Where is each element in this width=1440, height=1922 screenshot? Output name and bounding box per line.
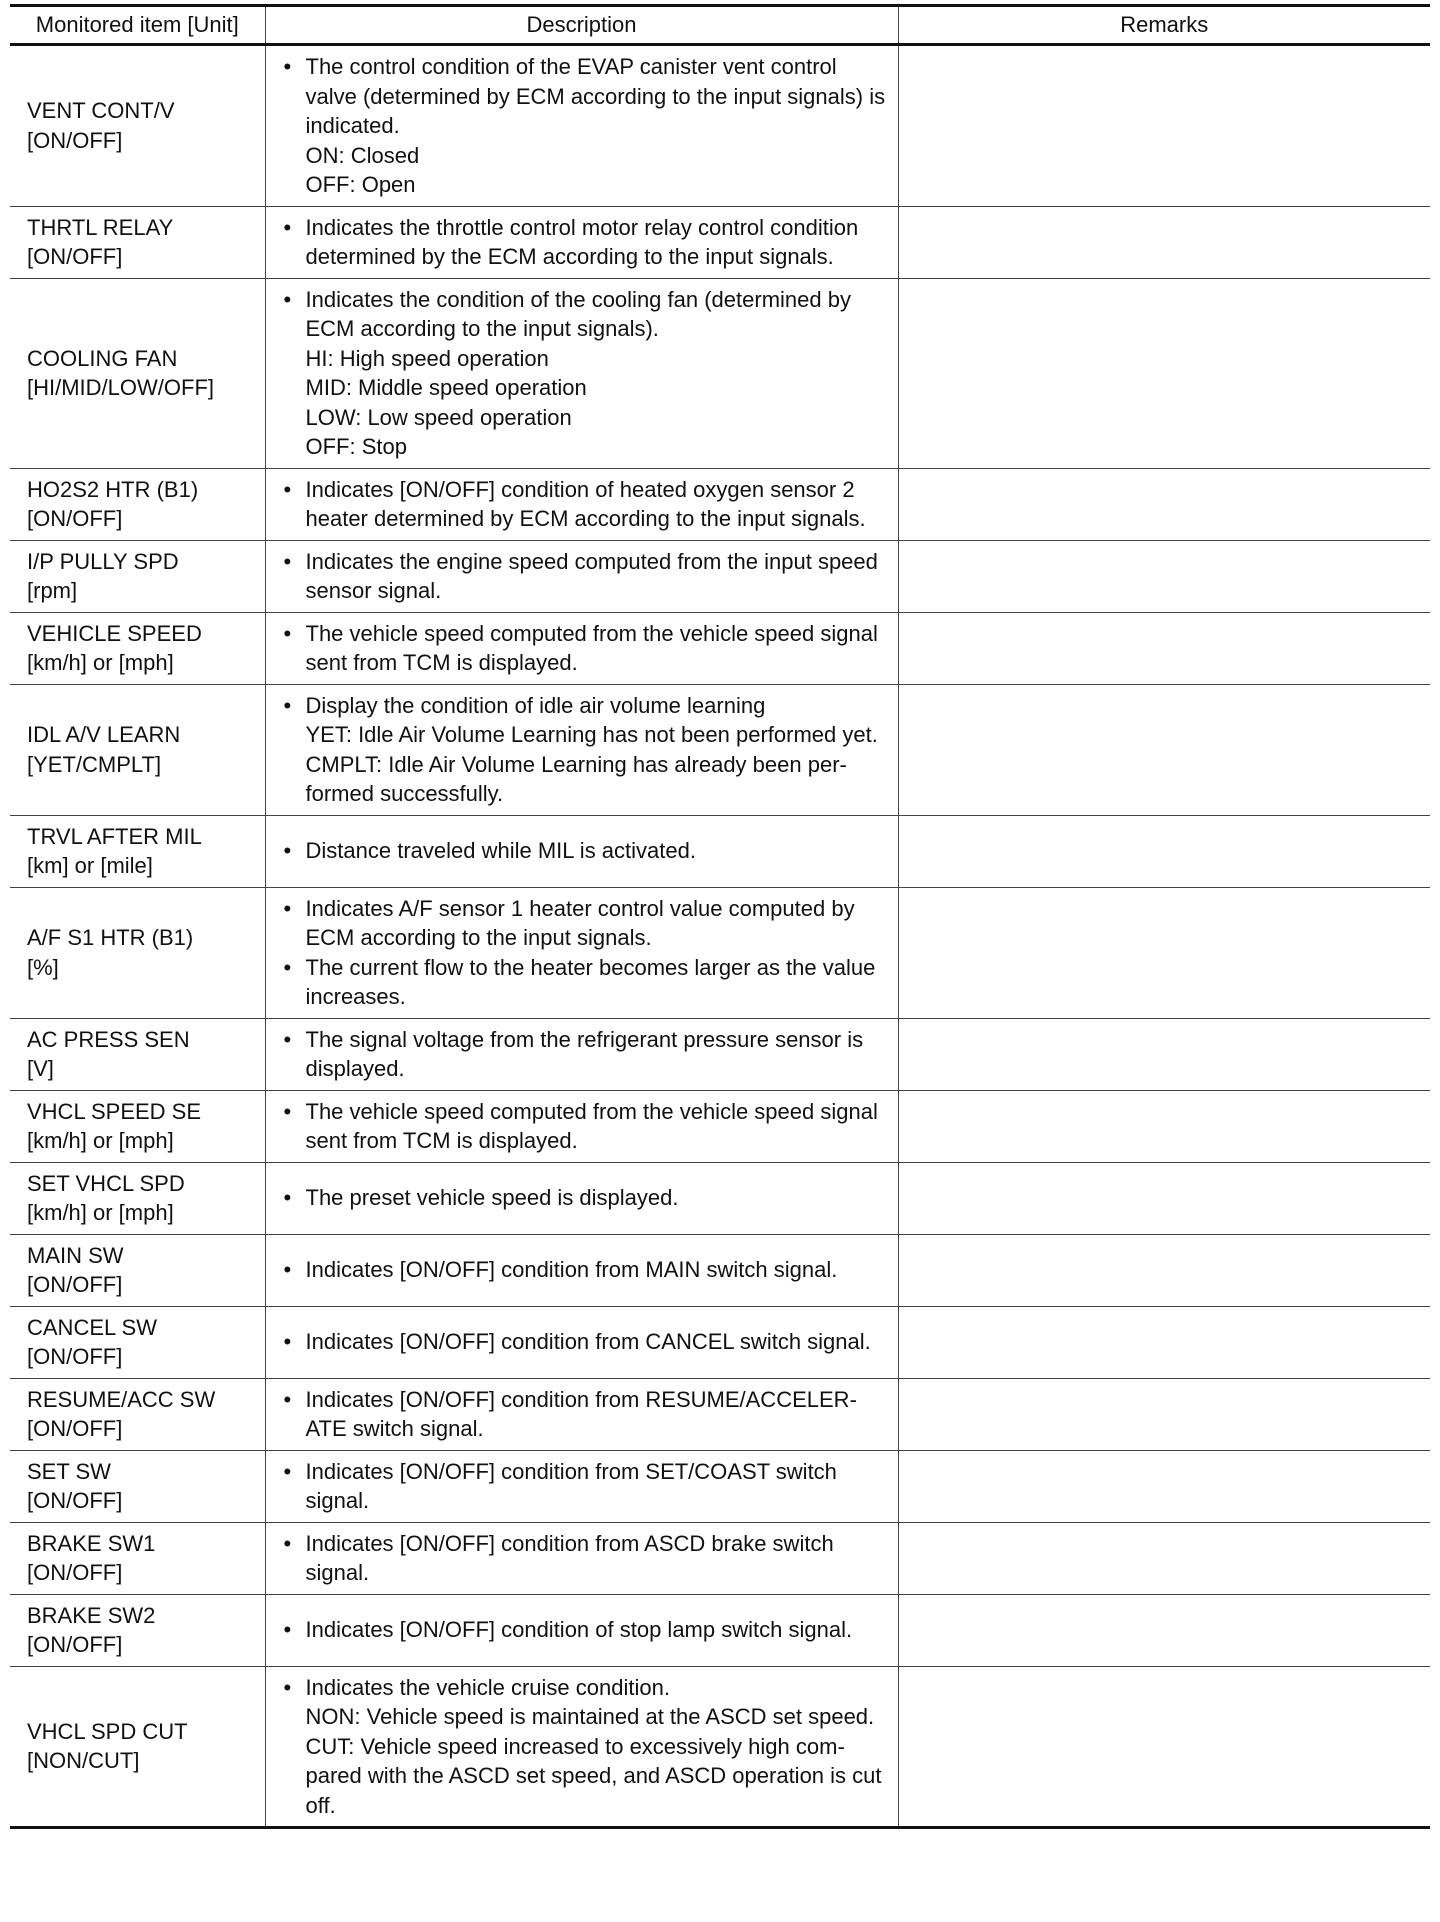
description-bullet: • Indicates A/F sensor 1 heater control value computed by ECM according to the input signals. [284, 894, 890, 953]
remarks-cell [898, 1162, 1430, 1234]
monitored-item-cell [10, 1594, 265, 1666]
monitored-item-cell [10, 1234, 265, 1306]
description-bullet: • Indicates the condition of the cooling fan (determined by ECM according to the input signals). [284, 285, 890, 344]
item-name: AC PRESS SEN [27, 1026, 190, 1052]
description-cell [265, 278, 898, 468]
remarks-cell [898, 1306, 1430, 1378]
monitored-item-cell [10, 540, 265, 612]
description-cell [265, 206, 898, 278]
monitored-items-table [10, 4, 1430, 1829]
description-cell [265, 1306, 898, 1378]
remarks-cell [898, 684, 1430, 815]
description-bullet: • The preset vehicle speed is displayed. [284, 1183, 890, 1213]
description-cell [265, 612, 898, 684]
table-row [10, 1090, 1430, 1162]
table-row [10, 684, 1430, 815]
item-unit: [V] [27, 1056, 54, 1081]
description-cell [265, 1522, 898, 1594]
description-note: OFF: Open [305, 172, 416, 197]
description-note: CMPLT: Idle Air Volume Learning has already been performed successfully. [305, 751, 847, 806]
description-cell [265, 468, 898, 540]
description-bullet: • Indicates [ON/OFF] condition from CANCEL switch signal. [284, 1327, 890, 1357]
header-monitored-item: Monitored item [Unit] [10, 6, 265, 45]
description-bullet: • The vehicle speed computed from the vehicle speed signal sent from TCM is displayed. [284, 1097, 890, 1156]
description-note: YET: Idle Air Volume Learning has not been performed yet. [305, 722, 878, 747]
monitored-item-cell [10, 1378, 265, 1450]
table-row [10, 1162, 1430, 1234]
remarks-cell [898, 1594, 1430, 1666]
remarks-cell [898, 815, 1430, 887]
description-cell [265, 1594, 898, 1666]
table-row [10, 540, 1430, 612]
description-cell [265, 1018, 898, 1090]
table-row [10, 1306, 1430, 1378]
monitored-item-cell [10, 45, 265, 207]
item-unit: [km/h] or [mph] [27, 1200, 174, 1225]
item-unit: [YET/CMPLT] [27, 751, 162, 777]
item-name: SET SW [27, 1458, 111, 1484]
remarks-cell [898, 278, 1430, 468]
description-cell [265, 1666, 898, 1828]
item-name: VHCL SPD CUT [27, 1718, 188, 1744]
item-unit: [NON/CUT] [27, 1748, 140, 1774]
description-bullet: • Indicates [ON/OFF] condition from SET/COAST switch signal. [284, 1457, 890, 1516]
description-bullet: • Indicates [ON/OFF] condition from MAIN switch signal. [284, 1255, 890, 1285]
header-remarks: Remarks [898, 6, 1430, 45]
description-cell [265, 684, 898, 815]
item-unit: [ON/OFF] [27, 127, 123, 153]
description-bullet: • Indicates the engine speed computed from the input speed sensor signal. [284, 547, 890, 606]
remarks-cell [898, 1666, 1430, 1828]
table-row [10, 887, 1430, 1018]
description-bullet: • The signal voltage from the refrigerant pressure sensor is displayed. [284, 1025, 890, 1084]
description-note: CUT: Vehicle speed increased to excessively high compared with the ASCD set speed, and ASCD operation is cut off. [305, 1733, 882, 1818]
description-bullet: • The current flow to the heater becomes larger as the value increases. [284, 953, 890, 1012]
description-note: ON: Closed [305, 142, 420, 168]
item-unit: [ON/OFF] [27, 1416, 123, 1441]
description-note: MID: Middle speed operation [305, 375, 587, 400]
table-row [10, 1018, 1430, 1090]
header-row [10, 6, 1430, 45]
table-row [10, 1594, 1430, 1666]
monitored-item-cell [10, 1306, 265, 1378]
description-bullet: • The control condition of the EVAP canister vent control valve (determined by ECM according to the input signals) is indicated. [284, 52, 890, 141]
item-name: BRAKE SW1 [27, 1530, 156, 1556]
table-row [10, 278, 1430, 468]
table-row [10, 612, 1430, 684]
remarks-cell [898, 1450, 1430, 1522]
description-cell [265, 540, 898, 612]
item-name: HO2S2 HTR (B1) [27, 476, 199, 502]
item-name: THRTL RELAY [27, 214, 174, 240]
monitored-item-cell [10, 1018, 265, 1090]
remarks-cell [898, 1522, 1430, 1594]
item-unit: [ON/OFF] [27, 1272, 123, 1297]
monitored-item-cell [10, 278, 265, 468]
remarks-cell [898, 1378, 1430, 1450]
remarks-cell [898, 45, 1430, 207]
table-header [10, 6, 1430, 45]
item-unit: [ON/OFF] [27, 506, 123, 531]
description-bullet: • Indicates [ON/OFF] condition from RESUME/ACCELERATE switch signal. [284, 1385, 890, 1444]
monitored-item-cell [10, 1162, 265, 1234]
remarks-cell [898, 468, 1430, 540]
monitored-item-cell [10, 1090, 265, 1162]
table-row [10, 1666, 1430, 1828]
remarks-cell [898, 612, 1430, 684]
description-cell [265, 1090, 898, 1162]
description-cell [265, 1450, 898, 1522]
monitored-item-cell [10, 468, 265, 540]
monitored-item-cell [10, 1450, 265, 1522]
monitored-item-cell [10, 1522, 265, 1594]
description-note: LOW: Low speed operation [305, 404, 572, 430]
table-row [10, 468, 1430, 540]
item-name: CANCEL SW [27, 1314, 157, 1340]
description-cell [265, 1378, 898, 1450]
description-cell [265, 1162, 898, 1234]
table-row [10, 45, 1430, 207]
table-row [10, 206, 1430, 278]
description-bullet: • The vehicle speed computed from the vehicle speed signal sent from TCM is displayed. [284, 619, 890, 678]
item-unit: [km] or [mile] [27, 853, 153, 878]
description-bullet: • Indicates the throttle control motor relay control condition determined by the ECM according to the input signals. [284, 213, 890, 272]
item-name: I/P PULLY SPD [27, 548, 179, 574]
item-unit: [rpm] [27, 578, 78, 603]
description-bullet: • Display the condition of idle air volume learning [284, 691, 890, 721]
item-name: RESUME/ACC SW [27, 1386, 216, 1412]
monitored-item-cell [10, 206, 265, 278]
remarks-cell [898, 206, 1430, 278]
item-name: SET VHCL SPD [27, 1170, 185, 1196]
table-body [10, 45, 1430, 1828]
item-name: VEHICLE SPEED [27, 620, 202, 646]
table-row [10, 1450, 1430, 1522]
item-unit: [km/h] or [mph] [27, 1128, 174, 1153]
description-cell [265, 815, 898, 887]
item-name: COOLING FAN [27, 345, 178, 371]
remarks-cell [898, 1234, 1430, 1306]
description-bullet: • Indicates [ON/OFF] condition of heated oxygen sensor 2 heater determined by ECM according to the input signals. [284, 475, 890, 534]
item-unit: [%] [27, 954, 59, 980]
monitored-item-cell [10, 684, 265, 815]
remarks-cell [898, 887, 1430, 1018]
item-name: TRVL AFTER MIL [27, 823, 202, 849]
description-note: HI: High speed operation [305, 345, 549, 371]
monitored-item-cell [10, 1666, 265, 1828]
description-note: NON: Vehicle speed is maintained at the ASCD set speed. [305, 1704, 875, 1729]
header-description: Description [265, 6, 898, 45]
monitored-item-cell [10, 612, 265, 684]
item-unit: [km/h] or [mph] [27, 650, 174, 675]
remarks-cell [898, 540, 1430, 612]
item-unit: [ON/OFF] [27, 1632, 123, 1657]
item-unit: [HI/MID/LOW/OFF] [27, 375, 214, 400]
description-cell [265, 887, 898, 1018]
description-bullet: • Distance traveled while MIL is activated. [284, 836, 890, 866]
remarks-cell [898, 1018, 1430, 1090]
table-row [10, 1378, 1430, 1450]
description-note: OFF: Stop [305, 434, 407, 459]
monitored-item-cell [10, 887, 265, 1018]
description-cell [265, 45, 898, 207]
item-unit: [ON/OFF] [27, 1344, 123, 1369]
item-name: A/F S1 HTR (B1) [27, 925, 194, 950]
table-row [10, 815, 1430, 887]
remarks-cell [898, 1090, 1430, 1162]
description-cell [265, 1234, 898, 1306]
item-unit: [ON/OFF] [27, 244, 123, 269]
item-name: VENT CONT/V [27, 98, 175, 124]
item-name: IDL A/V LEARN [27, 722, 181, 747]
description-bullet: • Indicates [ON/OFF] condition of stop lamp switch signal. [284, 1615, 890, 1645]
item-name: MAIN SW [27, 1242, 124, 1268]
item-name: VHCL SPEED SE [27, 1098, 202, 1124]
item-unit: [ON/OFF] [27, 1560, 123, 1585]
table-row [10, 1522, 1430, 1594]
item-name: BRAKE SW2 [27, 1602, 156, 1628]
table-row [10, 1234, 1430, 1306]
description-bullet: • Indicates [ON/OFF] condition from ASCD brake switch signal. [284, 1529, 890, 1588]
description-bullet: • Indicates the vehicle cruise condition. [284, 1673, 890, 1703]
item-unit: [ON/OFF] [27, 1488, 123, 1513]
monitored-item-cell [10, 815, 265, 887]
